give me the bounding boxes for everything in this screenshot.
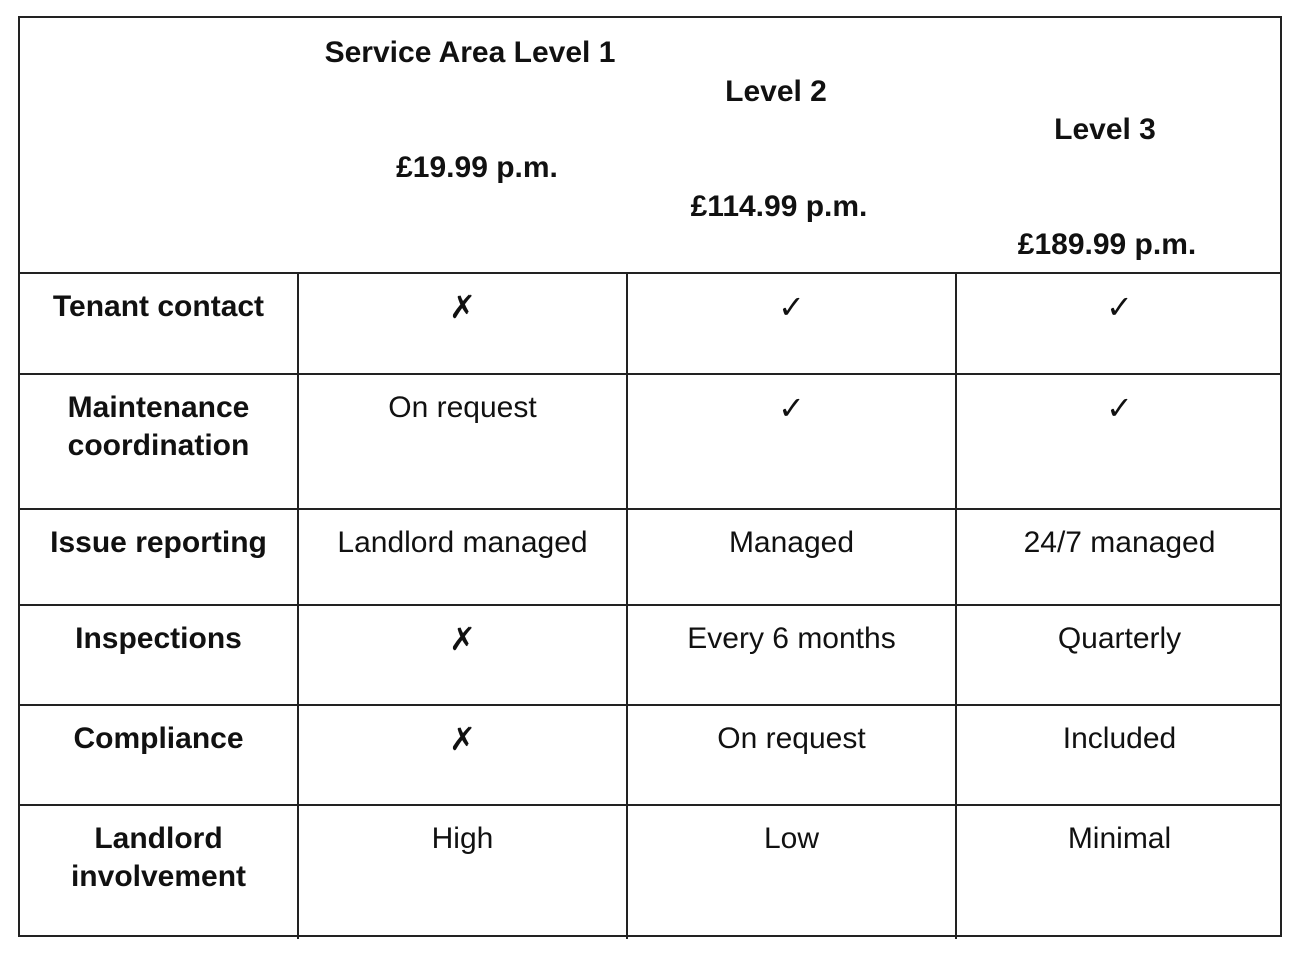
- level3-price: £189.99 p.m.: [1017, 228, 1197, 261]
- level3-value: Quarterly: [955, 606, 1282, 704]
- table-row: [20, 375, 1280, 510]
- level3-title: Level 3: [1054, 113, 1156, 146]
- row-label: Compliance: [73, 722, 244, 755]
- table-row: [20, 510, 1280, 606]
- table-body: [20, 274, 1280, 935]
- service-levels-table: [18, 16, 1282, 937]
- cross-icon: ✗: [297, 274, 626, 373]
- level1-value: High: [297, 806, 626, 939]
- level2-title: Level 2: [725, 75, 827, 108]
- row-label: Maintenance coordination: [67, 391, 250, 462]
- level1-price: £19.99 p.m.: [396, 151, 558, 184]
- check-icon: ✓: [955, 375, 1282, 508]
- check-icon: ✓: [626, 274, 955, 373]
- level1-value: Landlord managed: [297, 510, 626, 604]
- cross-icon: ✗: [297, 606, 626, 704]
- cross-icon: ✗: [297, 706, 626, 804]
- row-label: Issue reporting: [50, 526, 267, 559]
- check-icon: ✓: [955, 274, 1282, 373]
- level2-value: On request: [626, 706, 955, 804]
- table-row: [20, 706, 1280, 806]
- table-row: [20, 274, 1280, 375]
- table-header: [20, 18, 1280, 274]
- level1-value: On request: [297, 375, 626, 508]
- row-label: Inspections: [75, 622, 242, 655]
- level1-title: Service Area Level 1: [324, 36, 616, 69]
- level3-value: Minimal: [955, 806, 1282, 939]
- row-label: Landlord involvement: [70, 822, 247, 893]
- level2-value: Low: [626, 806, 955, 939]
- check-icon: ✓: [626, 375, 955, 508]
- level3-value: Included: [955, 706, 1282, 804]
- table-row: [20, 806, 1280, 939]
- level2-price: £114.99 p.m.: [690, 190, 868, 223]
- table-row: [20, 606, 1280, 706]
- level2-value: Managed: [626, 510, 955, 604]
- row-label: Tenant contact: [52, 290, 265, 323]
- level3-value: 24/7 managed: [955, 510, 1282, 604]
- level2-value: Every 6 months: [626, 606, 955, 704]
